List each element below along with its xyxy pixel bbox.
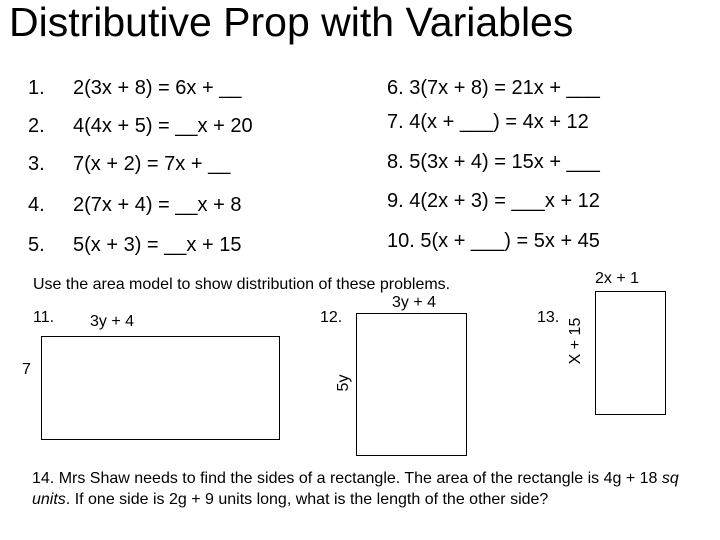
top-dimension-label: 3y + 4	[90, 313, 135, 330]
problem-number: 5.	[28, 234, 45, 256]
problem-6: 6. 3(7x + 8) = 21x + ___	[387, 77, 600, 99]
page-title: Distributive Prop with Variables	[9, 0, 574, 45]
problem-5	[28, 233, 242, 257]
top-dimension-label: 2x + 1	[595, 270, 640, 287]
problem-number: 4.	[28, 194, 45, 216]
problem-8: 8. 5(3x + 4) = 15x + ___	[387, 151, 600, 173]
word-problem-text-start: 14. Mrs Shaw needs to find the sides of a rectangle. The area of the rectangle is 4g + 18	[32, 470, 662, 487]
problem-number-11: 11.	[33, 309, 55, 326]
problem-10: 10. 5(x + ___) = 5x + 45	[387, 230, 600, 252]
area-rectangle	[356, 313, 467, 456]
instructions: Use the area model to show distribution of these problems.	[33, 276, 451, 293]
problem-text: 2(3x + 8) = 6x + __	[73, 77, 242, 99]
problem-number-13: 13.	[537, 309, 560, 326]
problem-text: 7(x + 2) = 7x + __	[73, 153, 231, 175]
side-dimension-label: X + 15	[567, 317, 584, 365]
units-text: sq units	[32, 470, 679, 508]
area-rectangle	[41, 336, 280, 440]
problem-text: 2(7x + 4) = __x + 8	[73, 194, 242, 216]
problem-number: 1.	[28, 77, 45, 99]
problem-2	[28, 114, 253, 138]
side-dimension-label: 7	[22, 361, 31, 378]
problem-text: 5(x + 3) = __x + 15	[73, 234, 242, 256]
problem-3	[28, 152, 231, 176]
problem-9: 9. 4(2x + 3) = ___x + 12	[387, 190, 600, 212]
side-dimension-label: 5y	[335, 374, 352, 392]
problem-7: 7. 4(x + ___) = 4x + 12	[387, 111, 589, 133]
word-problem-14	[32, 468, 692, 510]
top-dimension-label: 3y + 4	[392, 294, 437, 311]
problem-number-12: 12.	[320, 309, 343, 326]
problem-number: 2.	[28, 115, 45, 137]
problem-4	[28, 193, 242, 217]
area-rectangle	[595, 291, 666, 415]
problem-number: 3.	[28, 153, 45, 175]
problem-text: 4(4x + 5) = __x + 20	[73, 115, 253, 137]
problem-1	[28, 76, 242, 100]
word-problem-text-end: . If one side is 2g + 9 units long, what is the length of the other side?	[65, 491, 549, 508]
